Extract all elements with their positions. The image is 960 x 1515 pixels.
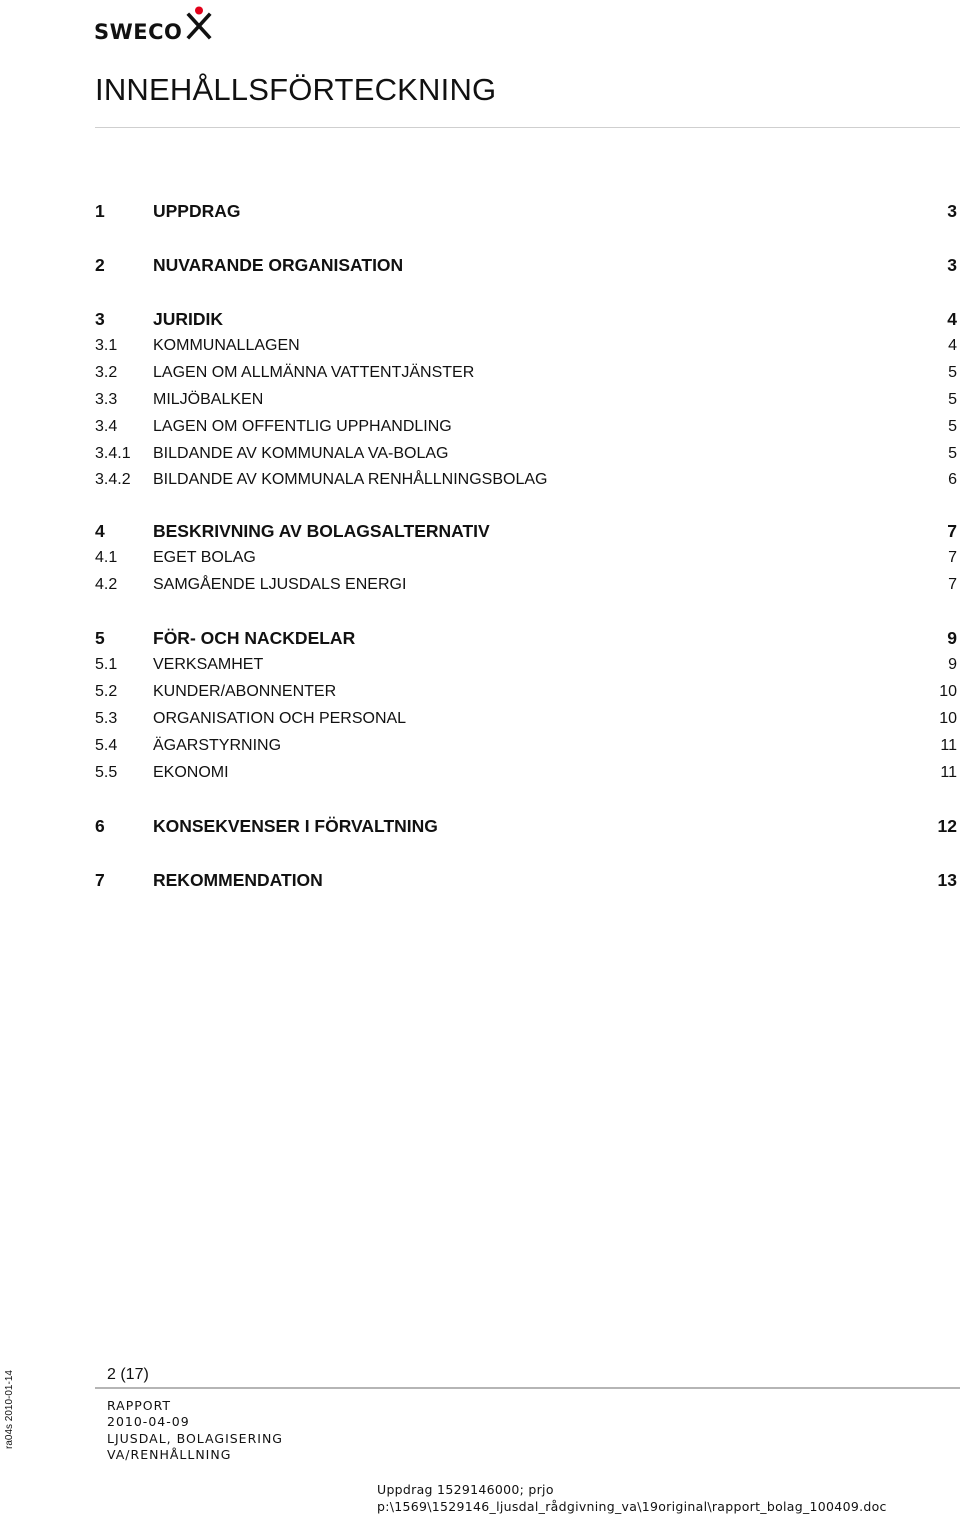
toc-entry[interactable] [95, 521, 960, 543]
department-name: VA/RENHÅLLNING [107, 1447, 232, 1463]
toc-entry-page: 3 [947, 255, 957, 275]
toc-entry[interactable] [95, 309, 960, 331]
toc-entry[interactable] [95, 255, 960, 277]
toc-entry-page: 11 [940, 737, 957, 754]
toc-entry[interactable] [95, 737, 960, 759]
toc-entry[interactable] [95, 445, 960, 467]
toc-entry-number: 4.2 [95, 576, 118, 593]
toc-entry-number: 5.4 [95, 737, 118, 754]
toc-entry-title: KONSEKVENSER I FÖRVALTNING [153, 816, 438, 836]
toc-entry-title: VERKSAMHET [153, 656, 264, 673]
toc-entry-page: 11 [940, 764, 957, 781]
assignment-number: Uppdrag 1529146000; prjo [377, 1482, 554, 1497]
sweco-logo [94, 6, 220, 44]
toc-entry[interactable] [95, 201, 960, 223]
footer-document-info [107, 1398, 283, 1464]
toc-entry[interactable] [95, 549, 960, 571]
toc-entry-number: 2 [95, 255, 105, 275]
toc-entry-title: BILDANDE AV KOMMUNALA VA-BOLAG [153, 445, 449, 462]
toc-entry-title: SAMGÅENDE LJUSDALS ENERGI [153, 576, 407, 593]
toc-entry-page: 7 [947, 521, 957, 541]
toc-entry[interactable] [95, 576, 960, 598]
toc-entry[interactable] [95, 870, 960, 892]
toc-entry-title: FÖR- OCH NACKDELAR [153, 628, 356, 648]
toc-entry-title: BILDANDE AV KOMMUNALA RENHÅLLNINGSBOLAG [153, 471, 548, 488]
toc-entry-number: 5.1 [95, 656, 118, 673]
title-divider [95, 127, 960, 128]
toc-entry-number: 3.1 [95, 337, 118, 354]
toc-entry[interactable] [95, 656, 960, 678]
project-name: LJUSDAL, BOLAGISERING [107, 1430, 283, 1446]
toc-entry[interactable] [95, 391, 960, 413]
toc-entry-title: LAGEN OM OFFENTLIG UPPHANDLING [153, 418, 452, 435]
toc-entry-number: 3.4.1 [95, 445, 131, 462]
toc-entry-page: 9 [948, 656, 957, 673]
toc-entry-title: EKONOMI [153, 764, 229, 781]
toc-entry-page: 12 [937, 816, 957, 836]
toc-entry-page: 4 [947, 309, 957, 329]
toc-entry[interactable] [95, 471, 960, 493]
toc-entry[interactable] [95, 364, 960, 386]
toc-entry-number: 5.2 [95, 683, 118, 700]
toc-entry-page: 5 [948, 391, 957, 408]
toc-entry-page: 4 [948, 337, 957, 354]
doc-type: RAPPORT [107, 1398, 172, 1413]
toc-entry-number: 3.2 [95, 364, 118, 381]
template-stamp: ra04s 2010-01-14 [4, 1370, 15, 1449]
toc-entry-page: 5 [948, 418, 957, 435]
toc-entry-page: 9 [947, 628, 957, 648]
toc-entry-title: UPPDRAG [153, 201, 241, 221]
toc-entry-title: ÄGARSTYRNING [153, 737, 282, 754]
logo-text: SWECO [94, 20, 183, 44]
toc-entry-number: 5 [95, 628, 105, 648]
toc-entry-title: KOMMUNALLAGEN [153, 337, 300, 354]
toc-entry-number: 3.3 [95, 391, 118, 408]
toc-entry[interactable] [95, 337, 960, 359]
toc-entry[interactable] [95, 764, 960, 786]
toc-entry-title: REKOMMENDATION [153, 870, 323, 890]
toc-entry-title: ORGANISATION OCH PERSONAL [153, 710, 407, 727]
toc-entry-title: KUNDER/ABONNENTER [153, 683, 337, 700]
sweco-figure-icon [186, 6, 212, 40]
toc-entry-page: 7 [948, 576, 957, 593]
toc-entry-title: EGET BOLAG [153, 549, 256, 566]
toc-entry-page: 10 [939, 710, 957, 727]
toc-entry[interactable] [95, 628, 960, 650]
toc-entry-title: NUVARANDE ORGANISATION [153, 255, 404, 275]
toc-entry-page: 6 [948, 471, 957, 488]
page-number: 2 (17) [107, 1366, 149, 1383]
toc-entry-number: 7 [95, 870, 105, 890]
footer-divider [95, 1387, 960, 1389]
toc-entry-title: BESKRIVNING AV BOLAGSALTERNATIV [153, 521, 490, 541]
toc-entry[interactable] [95, 418, 960, 440]
toc-entry-page: 13 [937, 870, 957, 890]
toc-entry-title: LAGEN OM ALLMÄNNA VATTENTJÄNSTER [153, 364, 475, 381]
toc-entry-page: 5 [948, 364, 957, 381]
doc-date: 2010-04-09 [107, 1414, 190, 1430]
toc-entry-number: 3.4 [95, 418, 118, 435]
toc-entry-title: JURIDIK [153, 309, 224, 329]
toc-entry-page: 10 [939, 683, 957, 700]
toc-entry-number: 4.1 [95, 549, 118, 566]
footer-assignment-info [377, 1481, 887, 1515]
page-title: INNEHÅLLSFÖRTECKNING [95, 72, 497, 107]
toc-entry-number: 5.5 [95, 764, 118, 781]
toc-entry-number: 6 [95, 816, 105, 836]
toc-entry-number: 5.3 [95, 710, 118, 727]
toc-entry[interactable] [95, 816, 960, 838]
file-path: p:\1569\1529146_ljusdal_rådgivning_va\19original\rapport_bolag_100409.doc [377, 1499, 887, 1514]
toc-entry-number: 1 [95, 201, 105, 221]
toc-entry-page: 5 [948, 445, 957, 462]
toc-entry-number: 4 [95, 521, 105, 541]
toc-entry[interactable] [95, 710, 960, 732]
toc-entry-number: 3 [95, 309, 105, 329]
toc-entry-title: MILJÖBALKEN [153, 391, 264, 408]
toc-entry-page: 3 [947, 201, 957, 221]
toc-entry-number: 3.4.2 [95, 471, 131, 488]
toc-entry-page: 7 [948, 549, 957, 566]
toc-entry[interactable] [95, 683, 960, 705]
